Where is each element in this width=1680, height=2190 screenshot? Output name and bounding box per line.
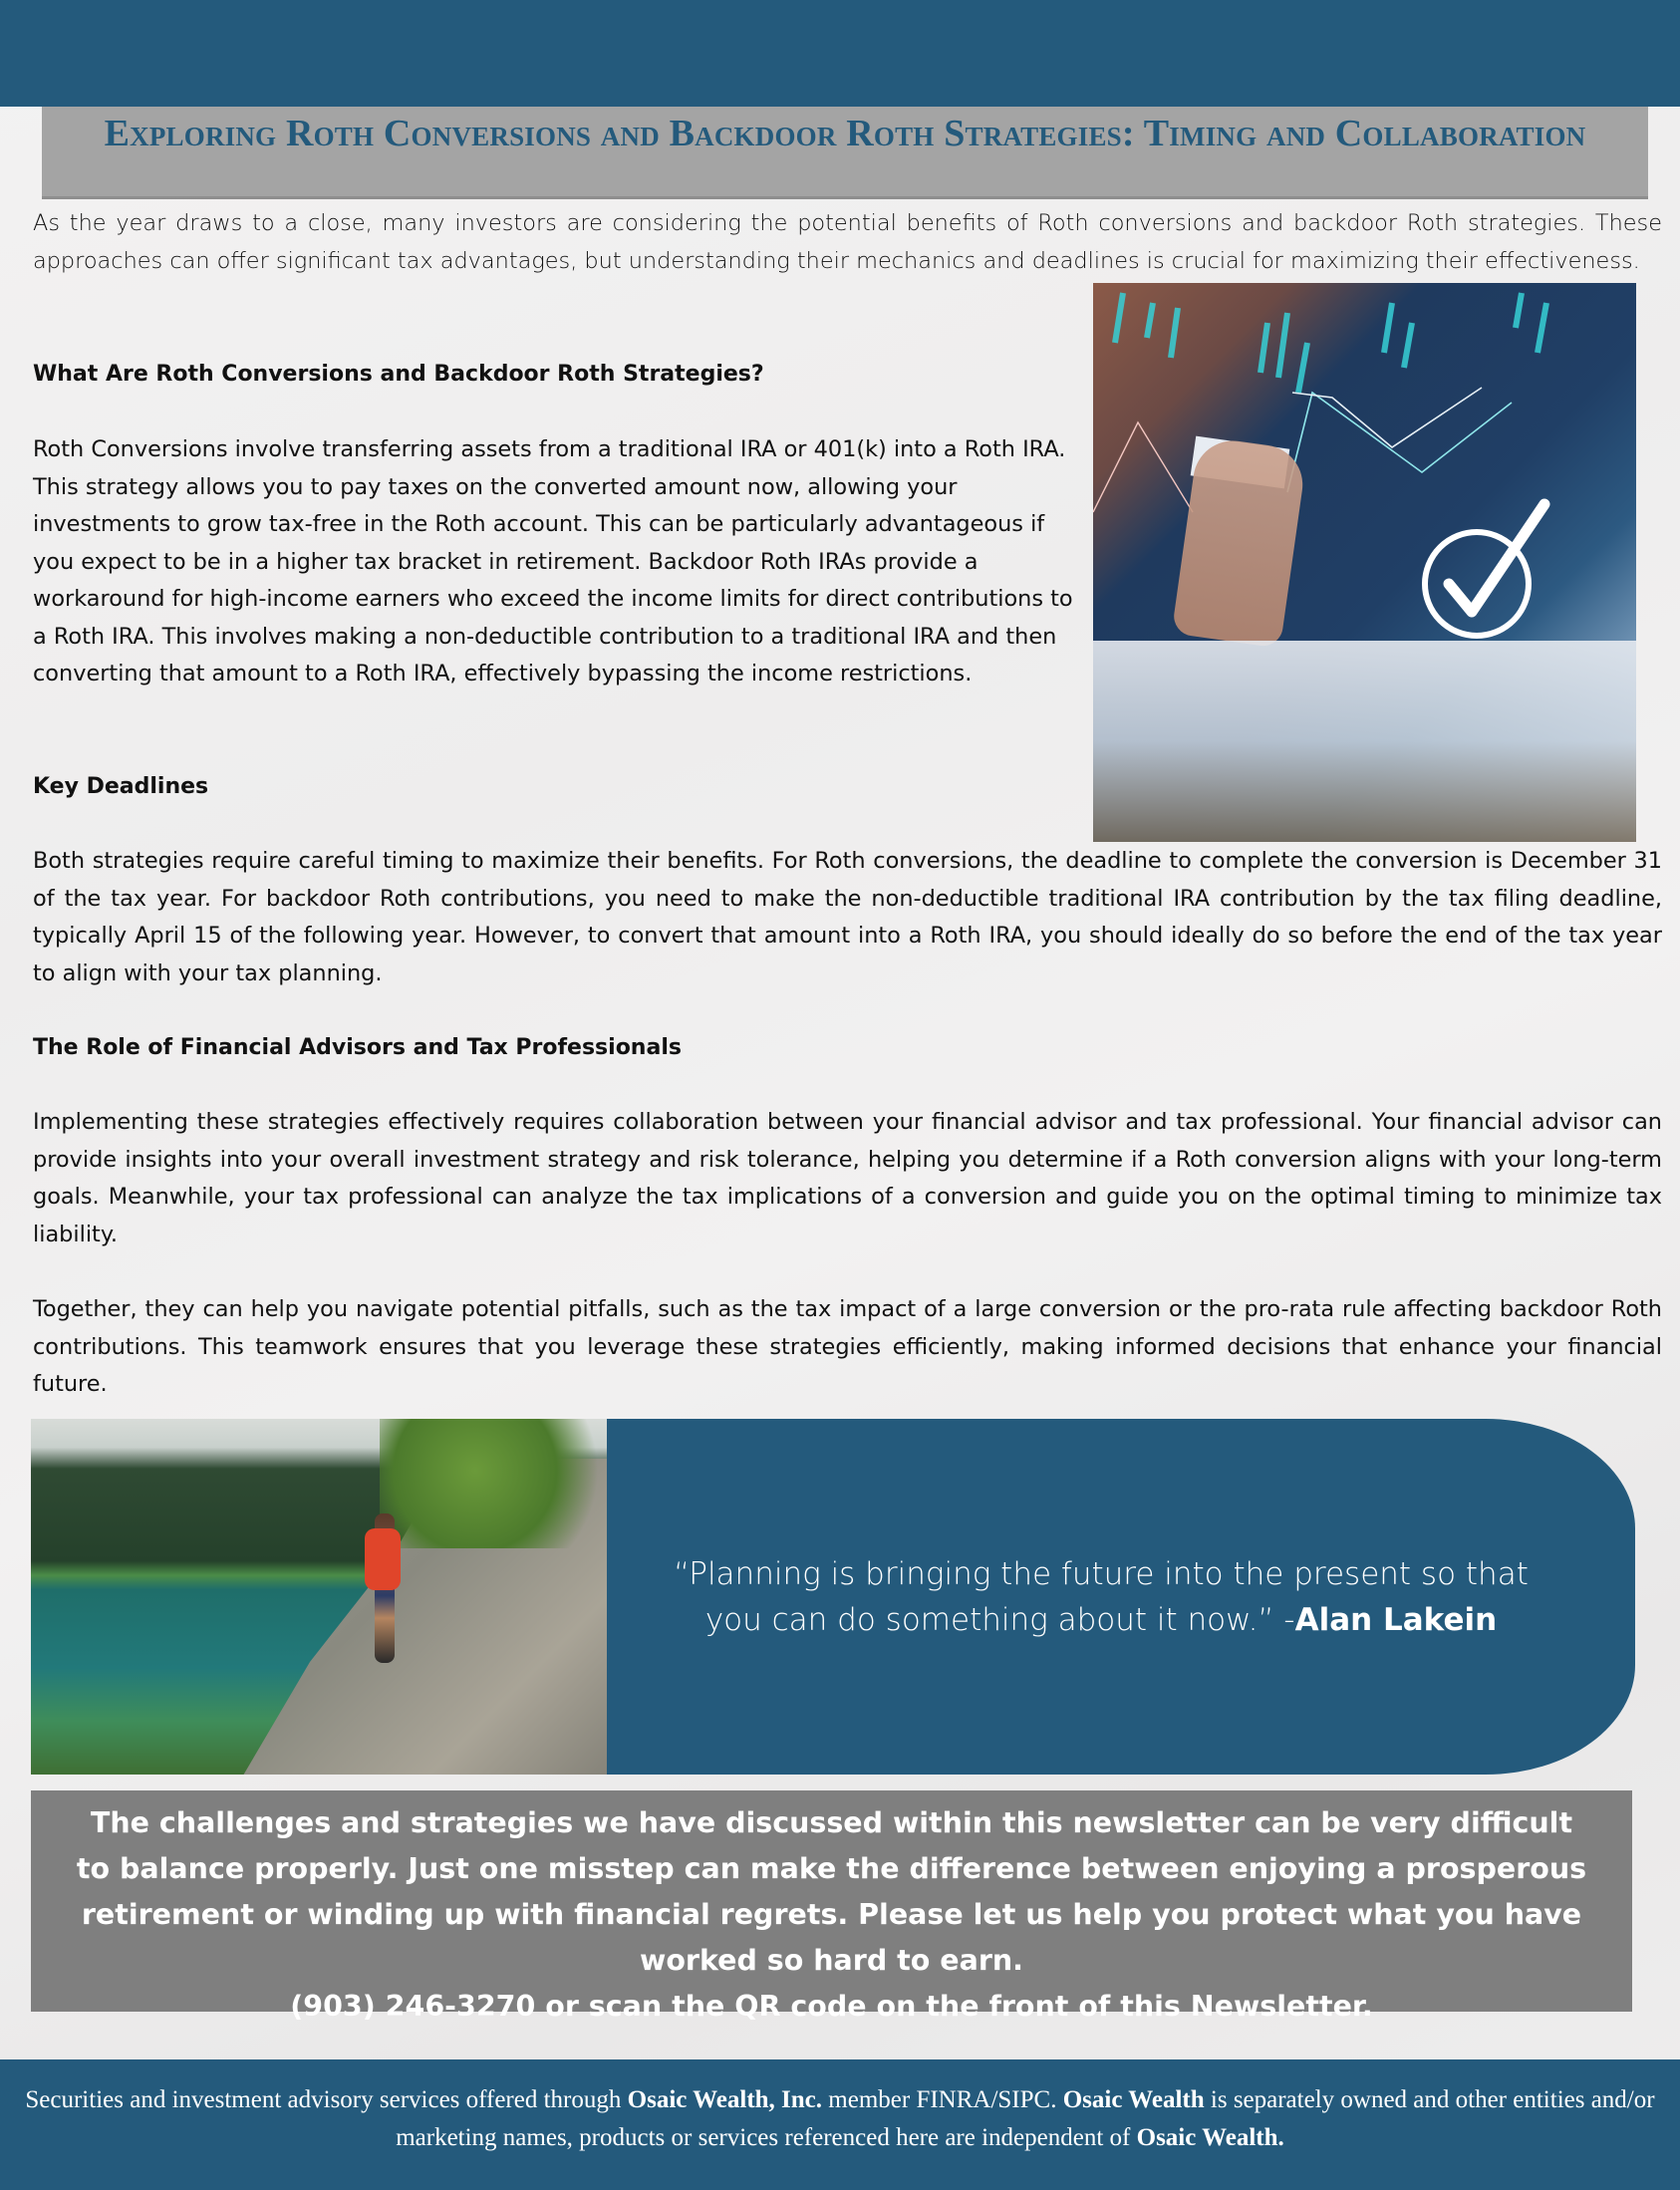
disclosure-footer (0, 2059, 1680, 2190)
quote-separator: - (1273, 1601, 1295, 1638)
hiker-photo (31, 1419, 607, 1775)
candlestick-bars (1115, 293, 1546, 393)
quote-author: Alan Lakein (1294, 1601, 1498, 1638)
backpack (365, 1528, 401, 1590)
firm-name: Osaic Wealth, Inc. (627, 2086, 823, 2113)
section-body: Together, they can help you navigate potential pitfalls, such as the tax impact of a large conversion or the pro-rata rule affecting backdoor Roth contributions. This teamwork ensures that you leverage these strategies efficiently, making informed decisions that enhance your financial future. (33, 1296, 1662, 1397)
header-band (0, 0, 1680, 107)
section-heading: The Role of Financial Advisors and Tax Professionals (33, 1035, 682, 1060)
section-body: Roth Conversions involve transferring assets from a traditional IRA or 401(k) into a Roth IRA. This strategy allows you to pay taxes on the converted amount now, allowing your investments to grow tax-free in the Roth account. This can be particularly advantageous if you expect to be in a higher tax bracket in retirement. Backdoor Roth IRAs provide a workaround for high-income earners who exceed the income limits for direct contributions to a Roth IRA. This involves making a non-deductible contribution to a traditional IRA and then converting that amount to a Roth IRA, effectively bypassing the income restrictions. (33, 436, 1073, 686)
intro-paragraph: As the year draws to a close, many investors are considering the potential benefits of Roth conversions and backdoor Roth strategies. These approaches can offer significant tax advantages, but understanding their mechanics and deadlines is crucial for maximizing their effectiveness. (33, 210, 1662, 274)
disclosure-part: Securities and investment advisory services offered through (25, 2086, 628, 2113)
quote-box (607, 1419, 1635, 1775)
call-to-action-box (31, 1790, 1632, 2023)
firm-name: Osaic Wealth (1062, 2086, 1205, 2113)
disclosure-part: member FINRA/SIPC. (822, 2086, 1063, 2113)
section-body: Both strategies require careful timing to maximize their benefits. For Roth conversions, the deadline to complete the conversion is December 31 of the tax year. For backdoor Roth contributions, you need to make the non-deductible traditional IRA contribution by the tax filing deadline, typically April 15 of the following year. However, to convert that amount into a Roth IRA, you should ideally do so before the end of the tax year to align with your tax planning. (33, 848, 1662, 986)
firm-name: Osaic Wealth. (1136, 2124, 1284, 2151)
section-body: Implementing these strategies effectively requires collaboration between your financial advisor and tax professional. Your financial advisor can provide insights into your overall investment strategy and risk tolerance, helping you determine if a Roth conversion aligns with your long-term goals. Meanwhile, your tax professional can analyze the tax implications of a conversion and guide you on the optimal timing to minimize tax liability. (33, 1109, 1662, 1247)
checkmark-icon (1417, 492, 1556, 642)
cta-message: The challenges and strategies we have discussed within this newsletter can be very difficult to balance properly. Just one misstep can make the difference between enjoying a prosperous retirement or winding up with financial regrets. Please let us help you protect what you have worked so hard to earn. (76, 1806, 1587, 1977)
section-heading: Key Deadlines (33, 774, 209, 799)
finance-photo (1093, 283, 1636, 842)
bush (380, 1419, 607, 1548)
quote-text: “Planning is bringing the future into the present so that you can do something about it now.” (674, 1555, 1529, 1638)
disclosure-part: is separately owned and other entities and/or marketing names, products or services referenced here are independent of (396, 2086, 1655, 2151)
page-title: Exploring Roth Conversions and Backdoor Roth Strategies: Timing and Collaboration (104, 113, 1586, 154)
cta-contact: (903) 246-3270 or scan the QR code on the front of this Newsletter. (290, 1990, 1373, 2023)
title-bar (42, 107, 1648, 199)
disclosure-text (0, 2059, 1680, 2157)
section-heading: What Are Roth Conversions and Backdoor Roth Strategies? (33, 362, 764, 387)
desk-with-papers (1093, 641, 1636, 842)
quote (663, 1551, 1540, 1643)
